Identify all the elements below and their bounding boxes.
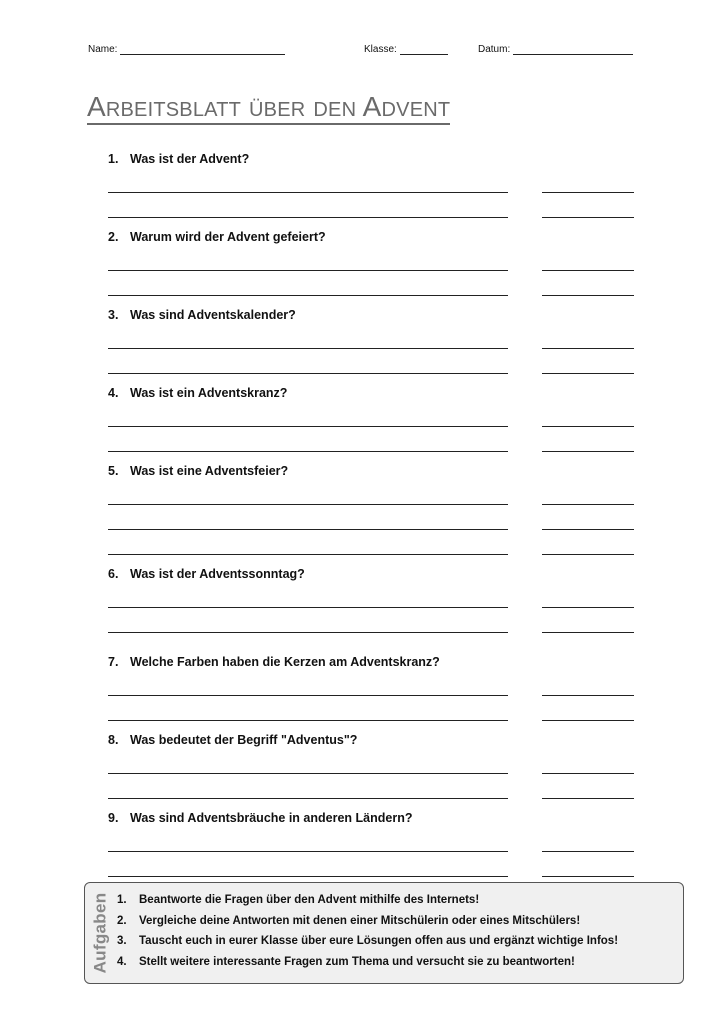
answer-line[interactable] [108, 349, 634, 374]
task-item [117, 931, 618, 952]
task-number: 3. [117, 935, 127, 947]
question-item [108, 653, 634, 721]
question-number: 4. [108, 386, 119, 400]
question-text [108, 809, 634, 827]
task-number: 2. [117, 914, 127, 927]
question-item [108, 150, 634, 218]
name-line[interactable] [120, 44, 285, 55]
answer-line[interactable] [108, 583, 634, 608]
question-text [108, 384, 634, 402]
task-number: 1. [117, 894, 127, 906]
question-label: Was ist der Adventssonntag? [130, 567, 305, 581]
question-text [108, 653, 634, 671]
question-number: 8. [108, 733, 119, 747]
question-label: Was ist eine Adventsfeier? [130, 464, 289, 478]
answer-line[interactable] [108, 427, 634, 452]
question-number: 1. [108, 152, 119, 166]
question-label: Was sind Adventskalender? [130, 308, 296, 322]
answer-line[interactable] [108, 402, 634, 427]
worksheet-header [88, 44, 648, 64]
klasse-label: Klasse: [364, 44, 397, 55]
answer-line[interactable] [108, 852, 634, 877]
answer-line[interactable] [108, 168, 634, 193]
klasse-field [364, 44, 448, 55]
question-label: Was ist ein Adventskranz? [130, 386, 288, 400]
task-list [117, 890, 618, 972]
task-number: 4. [117, 955, 127, 968]
answer-line[interactable] [108, 827, 634, 852]
task-text: Stellt weitere interessante Fragen zum Thema und versucht sie zu beantworten! [139, 955, 575, 968]
question-list [108, 150, 634, 912]
question-label: Welche Farben haben die Kerzen am Adventskranz? [130, 655, 440, 669]
question-item [108, 462, 634, 555]
answer-line[interactable] [108, 193, 634, 218]
question-label: Was sind Adventsbräuche in anderen Ländern? [130, 811, 413, 825]
name-label: Name: [88, 44, 118, 55]
answer-line[interactable] [108, 246, 634, 271]
datum-field [478, 44, 633, 55]
datum-line[interactable] [513, 44, 633, 55]
answer-line[interactable] [108, 774, 634, 799]
answer-line[interactable] [108, 608, 634, 633]
question-number: 7. [108, 655, 119, 669]
name-field [88, 44, 285, 55]
question-label: Was ist der Advent? [130, 152, 250, 166]
question-item [108, 731, 634, 799]
question-text [108, 731, 634, 749]
klasse-line[interactable] [400, 44, 448, 55]
answer-line[interactable] [108, 749, 634, 774]
question-item [108, 565, 634, 633]
question-number: 6. [108, 567, 119, 581]
question-text [108, 228, 634, 246]
question-number: 5. [108, 464, 119, 478]
question-number: 9. [108, 811, 119, 825]
tasks-side-label [89, 891, 111, 975]
tasks-box [84, 882, 684, 984]
task-item [117, 911, 618, 932]
answer-line[interactable] [108, 324, 634, 349]
task-text: Beantworte die Fragen über den Advent mithilfe des Internets! [139, 894, 480, 906]
answer-line[interactable] [108, 505, 634, 530]
answer-line[interactable] [108, 271, 634, 296]
answer-line[interactable] [108, 480, 634, 505]
question-text [108, 306, 634, 324]
tasks-label: Aufgaben [90, 892, 110, 974]
question-text [108, 462, 634, 480]
task-item [117, 890, 618, 911]
answer-line[interactable] [108, 671, 634, 696]
question-item [108, 306, 634, 374]
question-item [108, 228, 634, 296]
question-label: Was bedeutet der Begriff "Adventus"? [130, 733, 358, 747]
question-text [108, 150, 634, 168]
answer-line[interactable] [108, 530, 634, 555]
question-item [108, 384, 634, 452]
answer-line[interactable] [108, 696, 634, 721]
task-text: Tauscht euch in eurer Klasse über eure Lösungen offen aus und ergänzt wichtige Infos! [139, 935, 619, 947]
page-title: Arbeitsblatt über den Advent [87, 92, 450, 125]
datum-label: Datum: [478, 44, 511, 55]
question-number: 3. [108, 308, 119, 322]
question-label: Warum wird der Advent gefeiert? [130, 230, 326, 244]
task-item [117, 952, 618, 973]
question-number: 2. [108, 230, 119, 244]
task-text: Vergleiche deine Antworten mit denen einer Mitschülerin oder eines Mitschülers! [139, 914, 581, 927]
question-text [108, 565, 634, 583]
